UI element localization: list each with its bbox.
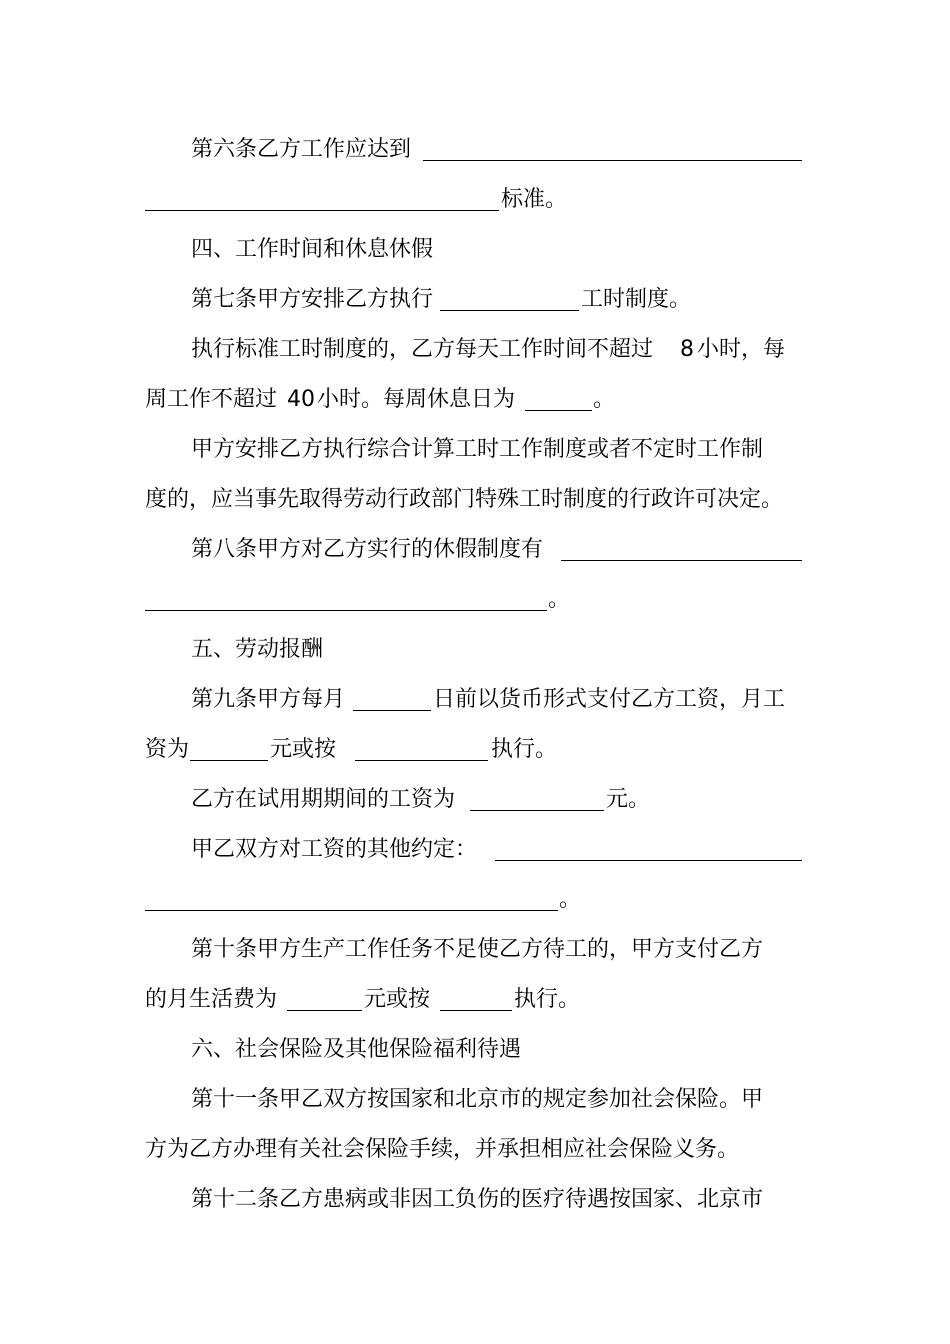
heading-text: 五、劳动报酬 — [191, 637, 324, 662]
fill-in-blank[interactable] — [353, 710, 431, 711]
text-segment: 第十一条甲乙双方按国家和北京市的规定参加社会保险。甲 — [191, 1087, 764, 1112]
text-segment: 第十二条乙方患病或非因工负伤的医疗待遇按国家、北京市 — [191, 1187, 764, 1212]
article-9-line-1 — [0, 685, 950, 715]
article-7-line — [0, 285, 950, 315]
text-segment: 日前以货币形式支付乙方工资，月工 — [433, 687, 786, 712]
text-segment: 甲方安排乙方执行综合计算工时工作制度或者不定时工作制 — [191, 437, 764, 462]
section-heading-5 — [0, 635, 950, 665]
text-segment: 方为乙方办理有关社会保险手续，并承担相应社会保险义务。 — [145, 1137, 740, 1162]
text-segment: 小时，每 — [697, 337, 786, 362]
article-8-line-1 — [0, 535, 950, 565]
standard-hours-line-1 — [0, 335, 950, 365]
text-segment: 乙方在试用期期间的工资为 — [191, 787, 456, 812]
text-segment: 的月生活费为 — [145, 987, 278, 1012]
text-segment: 第七条甲方安排乙方执行 — [191, 287, 434, 312]
fill-in-blank[interactable] — [495, 860, 802, 861]
fill-in-blank[interactable] — [190, 760, 268, 761]
comprehensive-hours-line-2 — [0, 485, 950, 515]
article-11-line-2 — [0, 1135, 950, 1165]
article-10-line-1 — [0, 935, 950, 965]
fill-in-blank[interactable] — [145, 910, 558, 911]
fill-in-blank[interactable] — [423, 160, 802, 161]
fill-in-blank[interactable] — [470, 810, 604, 811]
fill-in-blank[interactable] — [145, 610, 547, 611]
fill-in-blank[interactable] — [561, 560, 802, 561]
fill-in-blank[interactable] — [287, 1010, 362, 1011]
number-value: 40 — [287, 387, 315, 412]
text-segment: 工时制度。 — [581, 287, 692, 312]
section-heading-4 — [0, 235, 950, 265]
text-segment: 执行。 — [491, 737, 558, 762]
text-segment: 标准。 — [501, 187, 568, 212]
article-11-line-1 — [0, 1085, 950, 1115]
text-segment: 周工作不超过 — [145, 387, 278, 412]
fill-in-blank[interactable] — [440, 1010, 512, 1011]
text-segment: 第十条甲方生产工作任务不足使乙方待工的，甲方支付乙方 — [191, 937, 764, 962]
text-segment: 资为 — [145, 737, 190, 762]
text-segment: 元。 — [606, 787, 651, 812]
text-segment: 第六条乙方工作应达到 — [191, 137, 412, 162]
comprehensive-hours-line-1 — [0, 435, 950, 465]
number-value: 8 — [680, 337, 694, 362]
text-segment: 。 — [559, 887, 582, 912]
article-10-line-2 — [0, 985, 950, 1015]
text-segment: 度的，应当事先取得劳动行政部门特殊工时制度的行政许可决定。 — [145, 487, 784, 512]
text-segment: 执行标准工时制度的，乙方每天工作时间不超过 — [191, 337, 654, 362]
text-segment: 执行。 — [514, 987, 581, 1012]
text-segment: 。 — [548, 587, 571, 612]
salary-other-agreement-line-1 — [0, 835, 950, 865]
fill-in-blank[interactable] — [440, 310, 579, 311]
text-segment: 。 — [593, 387, 616, 412]
salary-other-agreement-line-2 — [0, 885, 950, 915]
fill-in-blank[interactable] — [355, 760, 488, 761]
fill-in-blank[interactable] — [525, 410, 592, 411]
text-segment: 第九条甲方每月 — [191, 687, 346, 712]
fill-in-blank[interactable] — [145, 210, 499, 211]
heading-text: 四、工作时间和休息休假 — [191, 237, 434, 262]
text-segment: 小时。每周休息日为 — [317, 387, 516, 412]
text-segment: 元或按 — [270, 737, 337, 762]
text-segment: 甲乙双方对工资的其他约定： — [191, 837, 478, 862]
article-12-line-1 — [0, 1185, 950, 1215]
standard-hours-line-2 — [0, 385, 950, 415]
heading-text: 六、社会保险及其他保险福利待遇 — [191, 1037, 522, 1062]
text-segment: 元或按 — [364, 987, 431, 1012]
article-9-line-2 — [0, 735, 950, 765]
probation-salary-line — [0, 785, 950, 815]
section-heading-6 — [0, 1035, 950, 1065]
article-6-line-1 — [0, 135, 950, 165]
article-6-line-2 — [0, 185, 950, 215]
text-segment: 第八条甲方对乙方实行的休假制度有 — [191, 537, 544, 562]
article-8-line-2 — [0, 585, 950, 615]
